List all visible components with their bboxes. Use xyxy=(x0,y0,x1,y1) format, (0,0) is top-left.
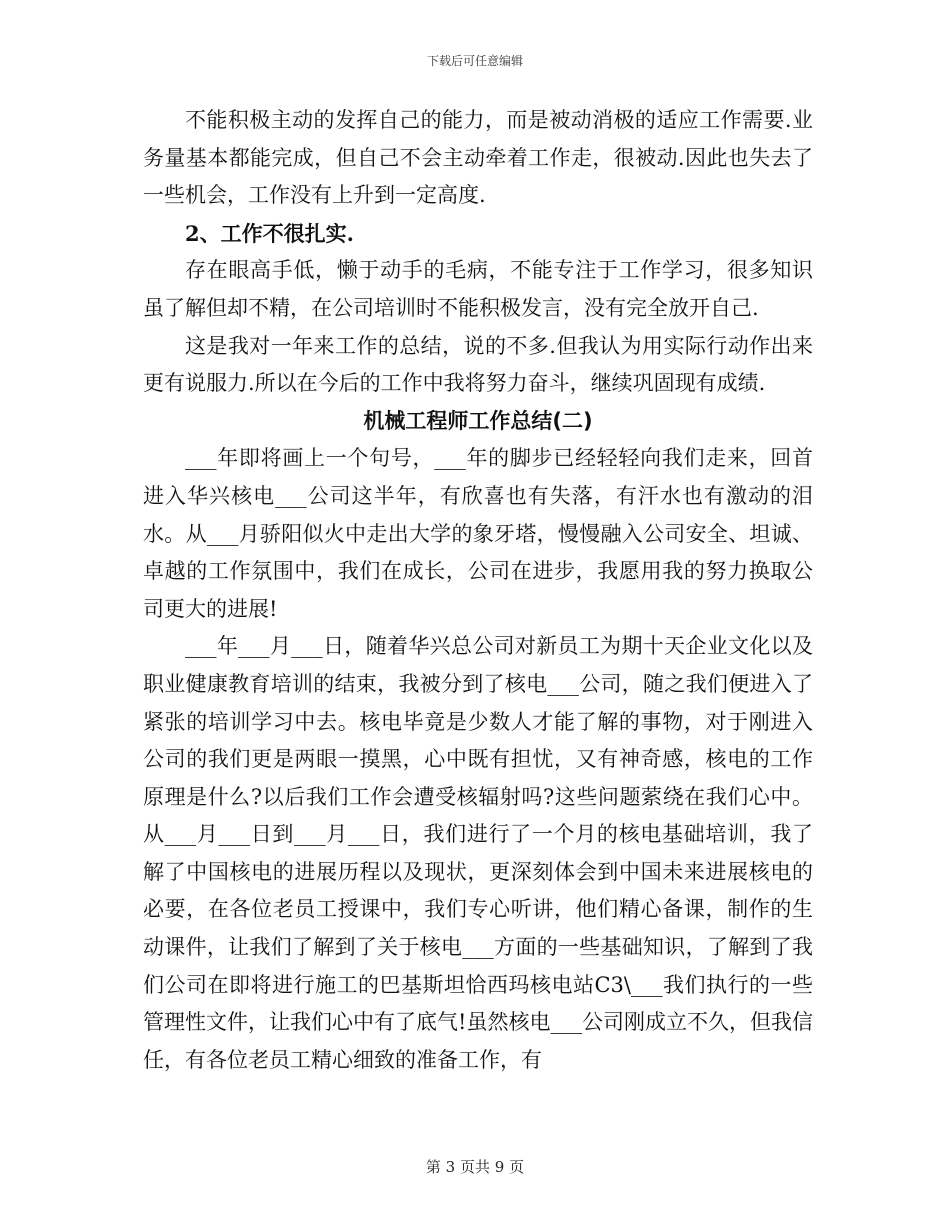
page-footer: 第 3 页共 9 页 xyxy=(425,1158,525,1176)
paragraph-5: ___年___月___日，随着华兴总公司对新员工为期十天企业文化以及职业健康教育培训的结束，我被分到了核电___公司，随之我们便进入了紧张的培训学习中去。核电毕竟是少数人才能了解的事物，对于刚进入公司的我们更是两眼一摸黑，心中既有担忧，又有神奇感，核电的工作原理是什么?以后我们工作会遭受核辐射吗?这些问题萦绕在我们心中。从___月___日到___月___日，我们进行了一个月的核电基础培训，我了解了中国核电的进展历程以及现状，更深刻体会到中国未来进展核电的必要，在各位老员工授课中，我们专心听讲，他们精心备课，制作的生动课件，让我们了解到了关于核电___方面的一些基础知识，了解到了我们公司在即将进行施工的巴基斯坦恰西玛核电站C3\___我们执行的一些管理性文件，让我们心中有了底气!虽然核电___公司刚成立不久，但我信任，有各位老员工精心细致的准备工作，有 xyxy=(143,634,813,1072)
paragraph-3: 这是我对一年来工作的总结，说的不多.但我认为用实际行动作出来更有说服力.所以在今后的工作中我将努力奋斗，继续巩固现有成绩. xyxy=(143,333,813,396)
document-title: 机械工程师工作总结(二) xyxy=(363,408,593,433)
paragraph-4: ___年即将画上一个句号，___年的脚步已经轻轻向我们走来，回首进入华兴核电___公司这半年，有欣喜也有失落，有汗水也有激动的泪水。从___月骄阳似火中走出大学的象牙塔，慢慢融入公司安全、坦诚、卓越的工作氛围中，我们在成长，公司在进步，我愿用我的努力换取公司更大的进展! xyxy=(143,446,813,621)
paragraph-2: 存在眼高手低，懒于动手的毛病，不能专注于工作学习，很多知识虽了解但却不精，在公司培训时不能积极发言，没有完全放开自己. xyxy=(143,258,813,320)
paragraph-1: 不能积极主动的发挥自己的能力，而是被动消极的适应工作需要.业务量基本都能完成，但自己不会主动牵着工作走，很被动.因此也失去了一些机会，工作没有上升到一定高度. xyxy=(143,108,813,208)
section-heading-2: 2、工作不很扎实. xyxy=(185,220,354,246)
document-body xyxy=(143,102,813,1079)
page-header: 下载后可任意编辑 xyxy=(426,54,523,68)
